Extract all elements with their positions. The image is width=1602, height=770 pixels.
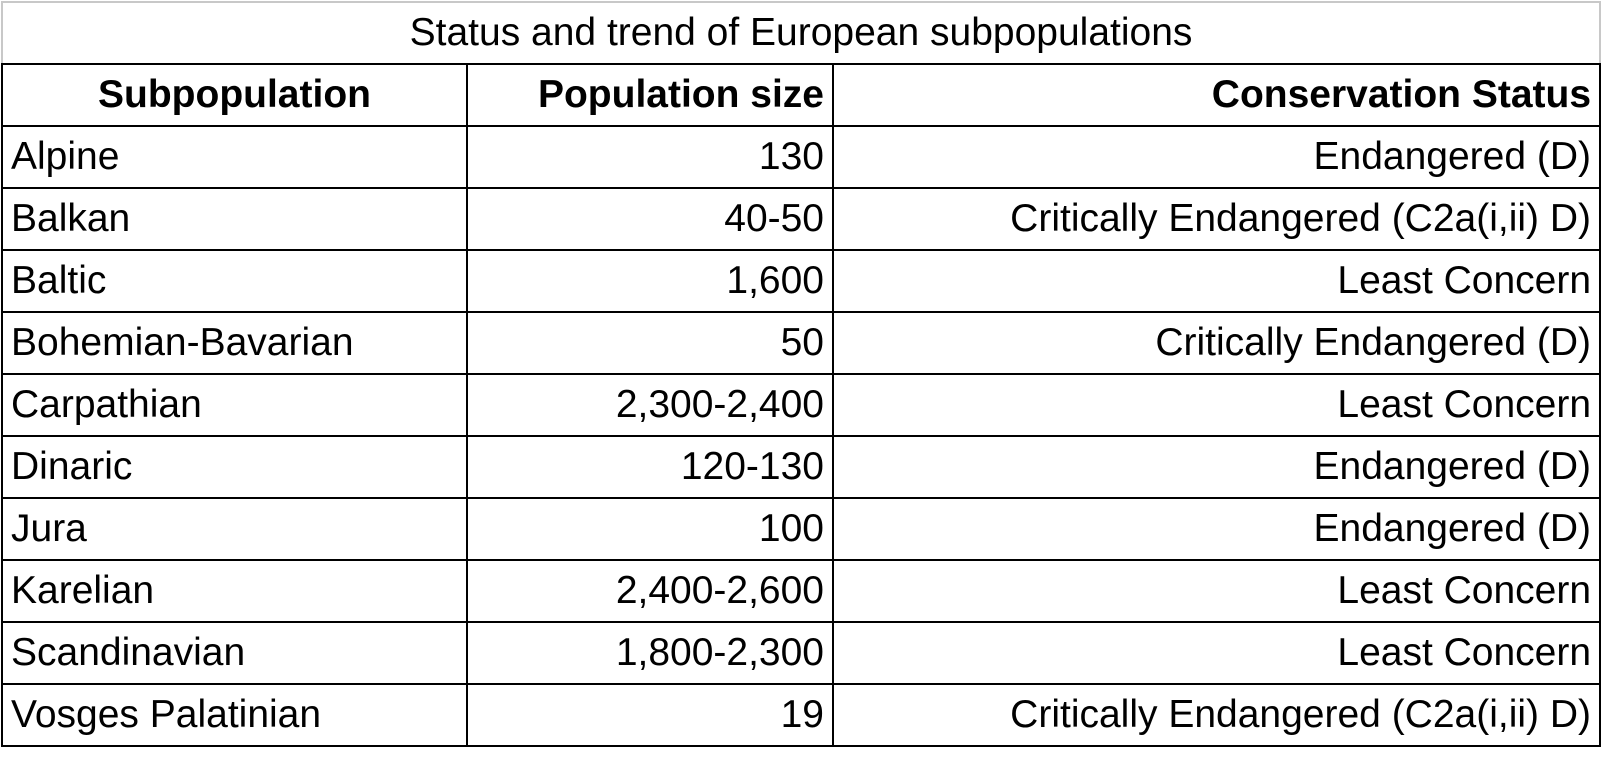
table-title[interactable]: Status and trend of European subpopulations: [2, 2, 1600, 64]
cell-population-size[interactable]: 1,800-2,300: [467, 622, 833, 684]
table-row: [2, 126, 1600, 188]
cell-population-size[interactable]: 2,400-2,600: [467, 560, 833, 622]
table-row: [2, 312, 1600, 374]
table-row: [2, 188, 1600, 250]
table-header-row: [2, 64, 1600, 126]
table-row: [2, 250, 1600, 312]
table-row: [2, 560, 1600, 622]
table-row: [2, 374, 1600, 436]
header-population-size[interactable]: Population size: [467, 64, 833, 126]
cell-subpopulation[interactable]: Baltic: [2, 250, 467, 312]
cell-subpopulation[interactable]: Balkan: [2, 188, 467, 250]
table-row: [2, 622, 1600, 684]
cell-conservation-status[interactable]: Endangered (D): [833, 436, 1600, 498]
cell-subpopulation[interactable]: Scandinavian: [2, 622, 467, 684]
table-row: [2, 684, 1600, 746]
cell-subpopulation[interactable]: Vosges Palatinian: [2, 684, 467, 746]
cell-population-size[interactable]: 120-130: [467, 436, 833, 498]
cell-population-size[interactable]: 19: [467, 684, 833, 746]
cell-conservation-status[interactable]: Least Concern: [833, 560, 1600, 622]
cell-subpopulation[interactable]: Jura: [2, 498, 467, 560]
cell-subpopulation[interactable]: Carpathian: [2, 374, 467, 436]
cell-subpopulation[interactable]: Bohemian-Bavarian: [2, 312, 467, 374]
cell-conservation-status[interactable]: Least Concern: [833, 622, 1600, 684]
cell-population-size[interactable]: 100: [467, 498, 833, 560]
cell-population-size[interactable]: 50: [467, 312, 833, 374]
cell-population-size[interactable]: 40-50: [467, 188, 833, 250]
header-conservation-status[interactable]: Conservation Status: [833, 64, 1600, 126]
cell-population-size[interactable]: 130: [467, 126, 833, 188]
subpopulation-table: [1, 1, 1601, 747]
cell-conservation-status[interactable]: Critically Endangered (D): [833, 312, 1600, 374]
cell-conservation-status[interactable]: Endangered (D): [833, 126, 1600, 188]
cell-conservation-status[interactable]: Least Concern: [833, 374, 1600, 436]
cell-conservation-status[interactable]: Least Concern: [833, 250, 1600, 312]
cell-subpopulation[interactable]: Dinaric: [2, 436, 467, 498]
table-row: [2, 436, 1600, 498]
header-subpopulation[interactable]: Subpopulation: [2, 64, 467, 126]
cell-subpopulation[interactable]: Karelian: [2, 560, 467, 622]
table-row: [2, 498, 1600, 560]
cell-population-size[interactable]: 2,300-2,400: [467, 374, 833, 436]
cell-subpopulation[interactable]: Alpine: [2, 126, 467, 188]
cell-conservation-status[interactable]: Endangered (D): [833, 498, 1600, 560]
table-title-row: [2, 2, 1600, 64]
cell-conservation-status[interactable]: Critically Endangered (C2a(i,ii) D): [833, 188, 1600, 250]
cell-conservation-status[interactable]: Critically Endangered (C2a(i,ii) D): [833, 684, 1600, 746]
cell-population-size[interactable]: 1,600: [467, 250, 833, 312]
